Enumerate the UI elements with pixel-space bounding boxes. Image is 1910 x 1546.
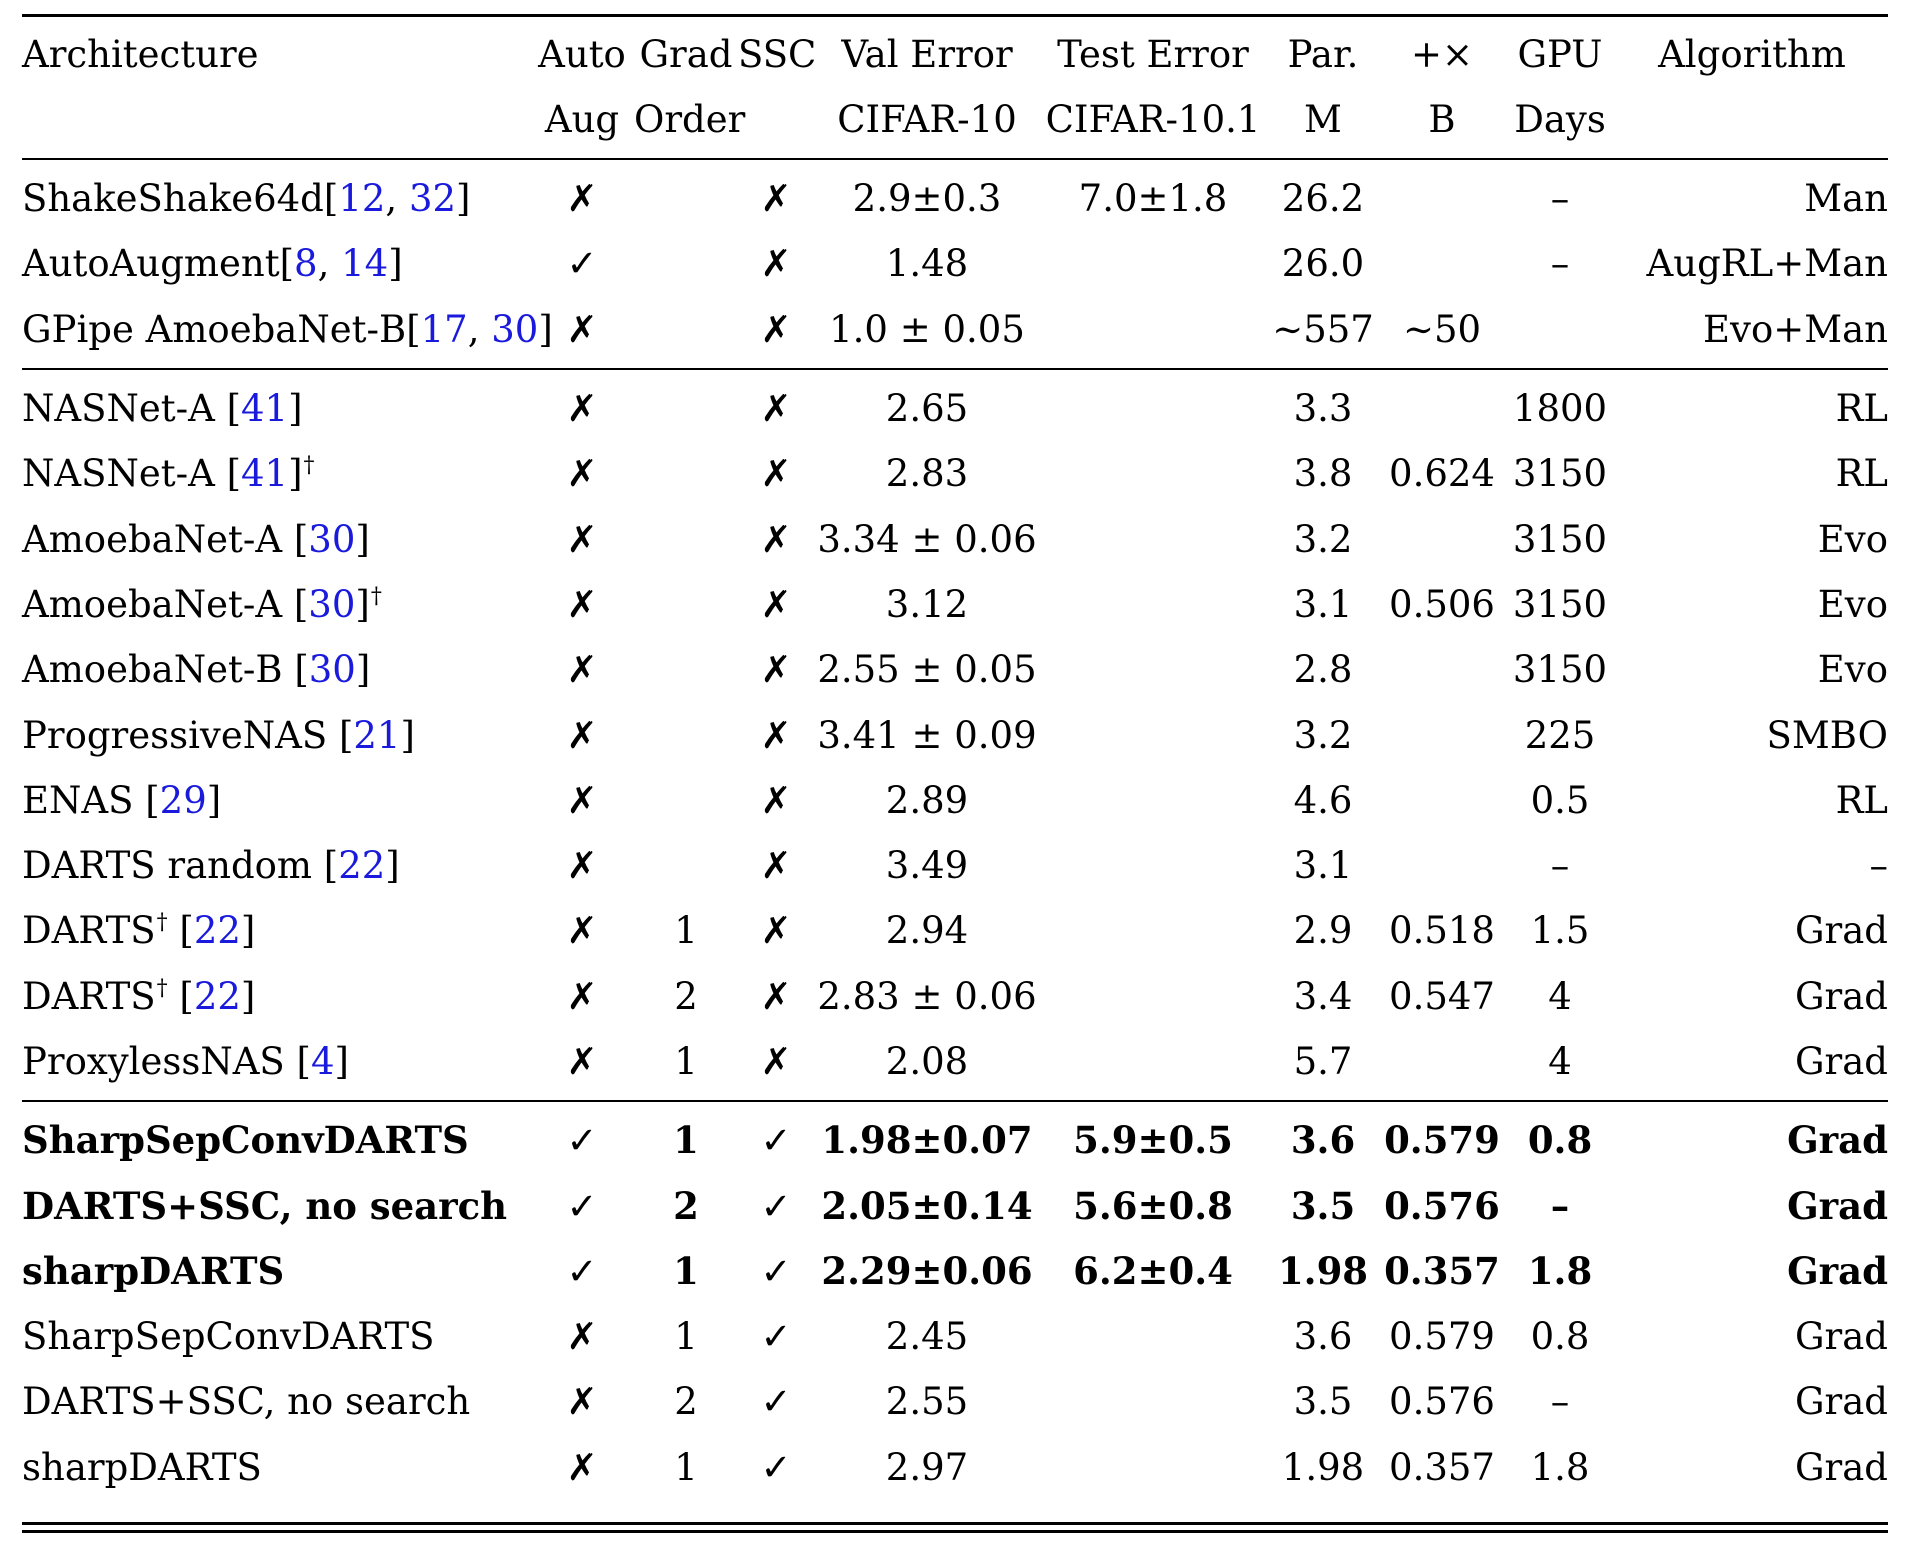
params-cell: 3.2 bbox=[1293, 517, 1353, 561]
grad-order-cell: 1 bbox=[673, 1248, 699, 1293]
algorithm-cell: Grad bbox=[1787, 1183, 1888, 1228]
params-cell: 1.98 bbox=[1281, 1445, 1365, 1489]
auto-aug-cell: ✗ bbox=[566, 909, 598, 953]
header-ops: +× bbox=[1410, 32, 1473, 76]
grad-order-cell bbox=[634, 506, 738, 571]
table-row bbox=[22, 572, 1888, 637]
test-error-cell bbox=[1040, 231, 1266, 296]
algorithm-cell: Grad bbox=[1787, 1248, 1888, 1293]
bottom-rule-2 bbox=[22, 1530, 1888, 1533]
citation-link[interactable]: 41 bbox=[241, 452, 289, 496]
val-error-cell: 2.05±0.14 bbox=[821, 1183, 1033, 1228]
grad-order-cell: 1 bbox=[674, 909, 698, 953]
algorithm-cell: – bbox=[1869, 844, 1888, 888]
table-row bbox=[22, 833, 1888, 898]
header-rule bbox=[22, 158, 1888, 160]
architecture-name: NASNet-A bbox=[22, 387, 227, 431]
val-error-cell: 2.89 bbox=[885, 778, 969, 822]
ops-cell: 0.547 bbox=[1389, 974, 1495, 1018]
test-error-cell bbox=[1040, 768, 1266, 833]
gpu-days-cell: 3150 bbox=[1512, 648, 1608, 692]
ops-cell: 0.579 bbox=[1384, 1118, 1500, 1163]
architecture-cell: ProxylessNAS [4] bbox=[22, 1040, 349, 1083]
ssc-cell: ✗ bbox=[760, 177, 792, 221]
table-row bbox=[22, 376, 1888, 441]
val-error-cell: 2.9±0.3 bbox=[852, 177, 1002, 221]
architecture-name: GPipe AmoebaNet-B bbox=[22, 307, 407, 351]
header-algorithm: Algorithm bbox=[1658, 32, 1846, 76]
citation-link[interactable]: 8 bbox=[294, 242, 318, 286]
header-grad: Grad bbox=[639, 32, 733, 76]
table-row bbox=[22, 441, 1888, 506]
grad-order-cell bbox=[634, 833, 738, 898]
architecture-cell: NASNet-A [41] bbox=[22, 387, 303, 431]
header-ssc: SSC bbox=[738, 32, 817, 76]
gpu-days-cell: 0.8 bbox=[1530, 1315, 1590, 1359]
ssc-cell: ✗ bbox=[760, 517, 792, 561]
grad-order-cell bbox=[634, 376, 738, 441]
architecture-cell: DARTS† [22] bbox=[22, 974, 256, 1018]
gpu-days-cell: 3150 bbox=[1512, 452, 1608, 496]
params-cell: 3.3 bbox=[1293, 387, 1353, 431]
group-rule-2 bbox=[22, 1100, 1888, 1102]
gpu-days-cell: – bbox=[1550, 1183, 1570, 1228]
ref-separator: , bbox=[385, 177, 409, 221]
table-row bbox=[22, 506, 1888, 571]
test-error-cell: 5.6±0.8 bbox=[1073, 1183, 1233, 1228]
val-error-cell: 3.34 ± 0.06 bbox=[817, 517, 1037, 561]
citation-link[interactable]: 30 bbox=[491, 307, 539, 351]
grad-order-cell: 1 bbox=[673, 1118, 699, 1163]
algorithm-cell: Grad bbox=[1795, 1445, 1888, 1489]
auto-aug-cell: ✗ bbox=[566, 517, 598, 561]
citation-link[interactable]: 41 bbox=[241, 387, 289, 431]
dagger-mark: † bbox=[303, 453, 315, 479]
test-error-cell bbox=[1040, 637, 1266, 702]
top-rule bbox=[22, 14, 1888, 17]
citation-link[interactable]: 32 bbox=[408, 177, 457, 221]
test-error-cell bbox=[1040, 506, 1266, 571]
ssc-cell: ✓ bbox=[760, 1380, 792, 1424]
results-table bbox=[22, 22, 1888, 1500]
ops-cell: 0.624 bbox=[1389, 452, 1495, 496]
architecture-name: AutoAugment bbox=[22, 242, 280, 286]
val-error-cell: 2.83 bbox=[885, 452, 969, 496]
val-error-cell: 3.49 bbox=[885, 844, 969, 888]
test-error-cell bbox=[1040, 1029, 1266, 1094]
algorithm-cell: SMBO bbox=[1766, 713, 1888, 757]
ops-cell: 0.576 bbox=[1389, 1380, 1495, 1424]
ssc-cell: ✗ bbox=[760, 387, 792, 431]
algorithm-cell: Evo bbox=[1817, 648, 1888, 692]
grad-order-cell bbox=[634, 768, 738, 833]
auto-aug-cell: ✓ bbox=[566, 242, 598, 286]
citation-link[interactable]: 30 bbox=[308, 648, 356, 692]
algorithm-cell: Evo bbox=[1817, 582, 1888, 626]
algorithm-cell: Grad bbox=[1795, 1040, 1888, 1083]
auto-aug-cell: ✗ bbox=[566, 387, 598, 431]
ssc-cell: ✗ bbox=[760, 307, 792, 351]
val-error-cell: 2.08 bbox=[885, 1040, 969, 1083]
citation-link[interactable]: 29 bbox=[159, 778, 207, 822]
header-test: Test Error bbox=[1057, 32, 1249, 76]
algorithm-cell: Grad bbox=[1795, 974, 1888, 1018]
auto-aug-cell: ✗ bbox=[566, 648, 598, 692]
val-error-cell: 2.65 bbox=[885, 387, 969, 431]
dagger-mark: † bbox=[156, 975, 168, 1001]
architecture-name: DARTS bbox=[22, 909, 156, 953]
table-row bbox=[22, 1435, 1888, 1500]
grad-order-cell bbox=[634, 231, 738, 296]
params-cell: 26.2 bbox=[1281, 177, 1365, 221]
table-row bbox=[22, 1173, 1888, 1238]
algorithm-cell: RL bbox=[1835, 387, 1888, 431]
gpu-days-cell: – bbox=[1550, 844, 1570, 888]
ssc-cell: ✓ bbox=[760, 1445, 792, 1489]
architecture-name: sharpDARTS bbox=[22, 1248, 285, 1293]
table-body bbox=[22, 22, 1888, 1500]
ops-cell: 0.506 bbox=[1389, 582, 1495, 626]
citation-link[interactable]: 22 bbox=[338, 844, 386, 888]
test-error-cell bbox=[1040, 702, 1266, 767]
grad-order-cell: 1 bbox=[674, 1040, 698, 1083]
params-cell: 3.8 bbox=[1293, 452, 1353, 496]
architecture-name: SharpSepConvDARTS bbox=[22, 1118, 469, 1163]
table-row bbox=[22, 1108, 1888, 1173]
grad-order-cell: 2 bbox=[674, 974, 698, 1018]
header-gpu-2: Days bbox=[1514, 97, 1606, 141]
test-error-cell bbox=[1040, 833, 1266, 898]
architecture-name: AmoebaNet-A bbox=[22, 517, 294, 561]
architecture-cell bbox=[22, 1239, 530, 1304]
architecture-name: ProxylessNAS bbox=[22, 1040, 297, 1083]
architecture-cell: AmoebaNet-B [30] bbox=[22, 648, 371, 692]
test-error-cell bbox=[1040, 1369, 1266, 1434]
citation-link[interactable]: 12 bbox=[338, 177, 386, 221]
auto-aug-cell: ✗ bbox=[566, 713, 598, 757]
grad-order-cell bbox=[634, 441, 738, 506]
auto-aug-cell: ✗ bbox=[566, 1315, 598, 1359]
val-error-cell: 1.48 bbox=[885, 242, 969, 286]
algorithm-cell: Grad bbox=[1795, 909, 1888, 953]
algorithm-cell: Evo+Man bbox=[1703, 307, 1888, 351]
algorithm-cell: RL bbox=[1835, 778, 1888, 822]
header-ops-2: B bbox=[1428, 97, 1456, 141]
auto-aug-cell: ✗ bbox=[566, 974, 598, 1018]
params-cell: 3.1 bbox=[1293, 844, 1353, 888]
auto-aug-cell: ✓ bbox=[566, 1119, 598, 1163]
algorithm-cell: RL bbox=[1835, 452, 1888, 496]
gpu-days-cell: 1.5 bbox=[1530, 909, 1590, 953]
test-error-cell bbox=[1040, 964, 1266, 1029]
val-error-cell: 2.29±0.06 bbox=[821, 1248, 1033, 1293]
table-row bbox=[22, 1369, 1888, 1434]
val-error-cell: 2.45 bbox=[885, 1315, 969, 1359]
ssc-cell: ✗ bbox=[760, 242, 792, 286]
header-auto: Auto bbox=[538, 32, 626, 76]
architecture-cell: ENAS [29] bbox=[22, 778, 222, 822]
grad-order-cell: 1 bbox=[674, 1315, 698, 1359]
auto-aug-cell: ✗ bbox=[566, 452, 598, 496]
gpu-days-cell: 1.8 bbox=[1530, 1445, 1590, 1489]
auto-aug-cell: ✗ bbox=[566, 844, 598, 888]
ssc-cell: ✗ bbox=[760, 452, 792, 496]
auto-aug-cell: ✗ bbox=[566, 1040, 598, 1083]
params-cell: 26.0 bbox=[1281, 242, 1365, 286]
auto-aug-cell: ✓ bbox=[566, 1184, 598, 1228]
val-error-cell: 2.55 ± 0.05 bbox=[817, 648, 1037, 692]
grad-order-cell bbox=[634, 572, 738, 637]
grad-order-cell bbox=[634, 702, 738, 767]
citation-link[interactable]: 22 bbox=[193, 974, 241, 1018]
test-error-cell bbox=[1040, 572, 1266, 637]
ops-cell bbox=[1380, 702, 1504, 767]
test-error-cell bbox=[1040, 441, 1266, 506]
architecture-cell bbox=[22, 1108, 530, 1173]
architecture-name: ShakeShake64d bbox=[22, 177, 324, 221]
header-test-2: CIFAR-10.1 bbox=[1045, 97, 1261, 141]
grad-order-cell: 2 bbox=[673, 1183, 699, 1228]
architecture-cell: AutoAugment[8, 14] bbox=[22, 242, 403, 286]
gpu-days-cell: 3150 bbox=[1512, 517, 1608, 561]
ops-cell bbox=[1380, 637, 1504, 702]
dagger-mark: † bbox=[156, 910, 168, 936]
ops-cell: ∼50 bbox=[1402, 307, 1482, 351]
header-row-2 bbox=[22, 86, 1888, 152]
algorithm-cell: Man bbox=[1804, 177, 1888, 221]
architecture-cell: GPipe AmoebaNet-B[17, 30] bbox=[22, 307, 553, 351]
params-cell: 4.6 bbox=[1293, 778, 1353, 822]
header-par-2: M bbox=[1304, 97, 1342, 141]
ssc-cell: ✗ bbox=[760, 909, 792, 953]
architecture-cell: AmoebaNet-A [30]† bbox=[22, 582, 382, 626]
header-auto-2: Aug bbox=[544, 97, 620, 141]
ops-cell: 0.579 bbox=[1389, 1315, 1495, 1359]
params-cell: 3.6 bbox=[1290, 1118, 1356, 1163]
params-cell: 5.7 bbox=[1293, 1040, 1353, 1083]
table-row bbox=[22, 898, 1888, 963]
architecture-name: sharpDARTS bbox=[22, 1445, 262, 1489]
header-par: Par. bbox=[1287, 32, 1359, 76]
citation-link[interactable]: 22 bbox=[193, 909, 241, 953]
grad-order-cell bbox=[634, 297, 738, 362]
citation-link[interactable]: 30 bbox=[308, 517, 356, 561]
architecture-name: DARTS bbox=[22, 974, 156, 1018]
params-cell: 3.6 bbox=[1293, 1315, 1353, 1359]
gpu-days-cell: 4 bbox=[1548, 974, 1572, 1018]
ssc-cell: ✓ bbox=[760, 1184, 792, 1228]
architecture-cell: AmoebaNet-A [30] bbox=[22, 517, 370, 561]
ssc-cell: ✓ bbox=[760, 1315, 792, 1359]
header-architecture: Architecture bbox=[22, 32, 259, 76]
architecture-name: AmoebaNet-B bbox=[22, 648, 295, 692]
architecture-name: ENAS bbox=[22, 778, 146, 822]
table-row bbox=[22, 768, 1888, 833]
grad-order-cell: 2 bbox=[674, 1380, 698, 1424]
ssc-cell: ✓ bbox=[760, 1249, 792, 1293]
algorithm-cell: AugRL+Man bbox=[1646, 242, 1888, 286]
architecture-cell bbox=[22, 1435, 530, 1500]
ops-cell: 0.518 bbox=[1389, 909, 1495, 953]
citation-link[interactable]: 14 bbox=[341, 242, 389, 286]
ops-cell bbox=[1380, 1029, 1504, 1094]
auto-aug-cell: ✗ bbox=[566, 1445, 598, 1489]
auto-aug-cell: ✗ bbox=[566, 177, 598, 221]
citation-link[interactable]: 17 bbox=[420, 307, 468, 351]
params-cell: 3.1 bbox=[1293, 582, 1353, 626]
header-gpu: GPU bbox=[1517, 32, 1603, 76]
gpu-days-cell: 1.8 bbox=[1527, 1248, 1593, 1293]
gpu-days-cell: 0.8 bbox=[1527, 1118, 1593, 1163]
params-cell: 2.8 bbox=[1293, 648, 1353, 692]
gpu-days-cell: 225 bbox=[1524, 713, 1596, 757]
architecture-cell: DARTS† [22] bbox=[22, 909, 256, 953]
header-row-1 bbox=[22, 22, 1888, 86]
table-row bbox=[22, 297, 1888, 362]
ops-cell: 0.357 bbox=[1389, 1445, 1495, 1489]
gpu-days-cell: – bbox=[1550, 177, 1570, 221]
ssc-cell: ✗ bbox=[760, 844, 792, 888]
test-error-cell bbox=[1040, 1304, 1266, 1369]
header-val: Val Error bbox=[841, 32, 1013, 76]
algorithm-cell: Grad bbox=[1787, 1118, 1888, 1163]
architecture-cell bbox=[22, 1173, 530, 1238]
architecture-cell bbox=[22, 1304, 530, 1369]
citation-link[interactable]: 4 bbox=[310, 1040, 335, 1083]
gpu-days-cell: 1800 bbox=[1512, 387, 1608, 431]
auto-aug-cell: ✓ bbox=[566, 1249, 598, 1293]
architecture-name: ProgressiveNAS bbox=[22, 713, 339, 757]
architecture-name: DARTS+SSC, no search bbox=[22, 1380, 471, 1424]
table-row bbox=[22, 702, 1888, 767]
ref-separator: , bbox=[467, 307, 492, 351]
gpu-days-cell: 0.5 bbox=[1530, 778, 1590, 822]
val-error-cell: 2.55 bbox=[885, 1380, 969, 1424]
val-error-cell: 2.94 bbox=[885, 909, 969, 953]
architecture-name: SharpSepConvDARTS bbox=[22, 1315, 435, 1359]
params-cell: 1.98 bbox=[1277, 1248, 1369, 1293]
params-cell: 2.9 bbox=[1293, 909, 1353, 953]
auto-aug-cell: ✗ bbox=[566, 307, 598, 351]
val-error-cell: 3.12 bbox=[885, 582, 969, 626]
params-cell: 3.5 bbox=[1293, 1380, 1353, 1424]
architecture-cell bbox=[22, 1369, 530, 1434]
ssc-cell: ✗ bbox=[760, 582, 792, 626]
params-cell: ∼557 bbox=[1272, 307, 1374, 351]
header-grad-2: Order bbox=[634, 97, 746, 141]
params-cell: 3.2 bbox=[1293, 713, 1353, 757]
ssc-cell: ✓ bbox=[760, 1119, 792, 1163]
test-error-cell: 5.9±0.5 bbox=[1073, 1118, 1233, 1163]
test-error-cell: 7.0±1.8 bbox=[1078, 177, 1228, 221]
auto-aug-cell: ✗ bbox=[566, 1380, 598, 1424]
test-error-cell bbox=[1040, 1435, 1266, 1500]
val-error-cell: 1.98±0.07 bbox=[821, 1118, 1033, 1163]
ssc-cell: ✗ bbox=[760, 648, 792, 692]
group-rule-1 bbox=[22, 368, 1888, 370]
gpu-days-cell: – bbox=[1550, 1380, 1570, 1424]
ssc-cell: ✗ bbox=[760, 974, 792, 1018]
architecture-cell: NASNet-A [41]† bbox=[22, 452, 315, 496]
citation-link[interactable]: 21 bbox=[353, 713, 401, 757]
ops-cell bbox=[1380, 376, 1504, 441]
architecture-name: NASNet-A bbox=[22, 452, 227, 496]
params-cell: 3.5 bbox=[1290, 1183, 1356, 1228]
gpu-days-cell: – bbox=[1550, 242, 1570, 286]
table-row bbox=[22, 166, 1888, 231]
algorithm-cell: Evo bbox=[1817, 517, 1888, 561]
auto-aug-cell: ✗ bbox=[566, 582, 598, 626]
val-error-cell: 2.97 bbox=[885, 1445, 969, 1489]
params-cell: 3.4 bbox=[1293, 974, 1353, 1018]
table-row bbox=[22, 1304, 1888, 1369]
header-val-2: CIFAR-10 bbox=[837, 97, 1017, 141]
grad-order-cell bbox=[634, 637, 738, 702]
ops-cell bbox=[1380, 166, 1504, 231]
bottom-rule-1 bbox=[22, 1522, 1888, 1525]
table-row bbox=[22, 1239, 1888, 1304]
val-error-cell: 2.83 ± 0.06 bbox=[817, 974, 1037, 1018]
dagger-mark: † bbox=[370, 583, 382, 609]
grad-order-cell: 1 bbox=[674, 1445, 698, 1489]
ssc-cell: ✗ bbox=[760, 713, 792, 757]
ops-cell bbox=[1380, 231, 1504, 296]
architecture-name: DARTS+SSC, no search bbox=[22, 1183, 508, 1228]
test-error-cell bbox=[1040, 376, 1266, 441]
ssc-cell: ✗ bbox=[760, 1040, 792, 1083]
auto-aug-cell: ✗ bbox=[566, 778, 598, 822]
table-row bbox=[22, 964, 1888, 1029]
ref-separator: , bbox=[317, 242, 342, 286]
architecture-cell: ProgressiveNAS [21] bbox=[22, 713, 415, 757]
architecture-name: AmoebaNet-A bbox=[22, 582, 294, 626]
ops-cell bbox=[1380, 506, 1504, 571]
citation-link[interactable]: 30 bbox=[308, 582, 356, 626]
ops-cell bbox=[1380, 768, 1504, 833]
architecture-cell: ShakeShake64d[12, 32] bbox=[22, 177, 471, 221]
test-error-cell bbox=[1040, 297, 1266, 362]
table-row bbox=[22, 231, 1888, 296]
test-error-cell bbox=[1040, 898, 1266, 963]
algorithm-cell: Grad bbox=[1795, 1315, 1888, 1359]
ops-cell bbox=[1380, 833, 1504, 898]
grad-order-cell bbox=[634, 166, 738, 231]
val-error-cell: 1.0 ± 0.05 bbox=[829, 307, 1025, 351]
gpu-days-cell: 4 bbox=[1548, 1040, 1572, 1083]
gpu-days-cell bbox=[1504, 297, 1616, 362]
ssc-cell: ✗ bbox=[760, 778, 792, 822]
val-error-cell: 3.41 ± 0.09 bbox=[817, 713, 1037, 757]
test-error-cell: 6.2±0.4 bbox=[1073, 1248, 1233, 1293]
table-row bbox=[22, 637, 1888, 702]
architecture-cell: DARTS random [22] bbox=[22, 844, 400, 888]
ops-cell: 0.357 bbox=[1384, 1248, 1500, 1293]
table-row bbox=[22, 1029, 1888, 1094]
algorithm-cell: Grad bbox=[1795, 1380, 1888, 1424]
ops-cell: 0.576 bbox=[1384, 1183, 1500, 1228]
gpu-days-cell: 3150 bbox=[1512, 582, 1608, 626]
architecture-name: DARTS random bbox=[22, 844, 324, 888]
